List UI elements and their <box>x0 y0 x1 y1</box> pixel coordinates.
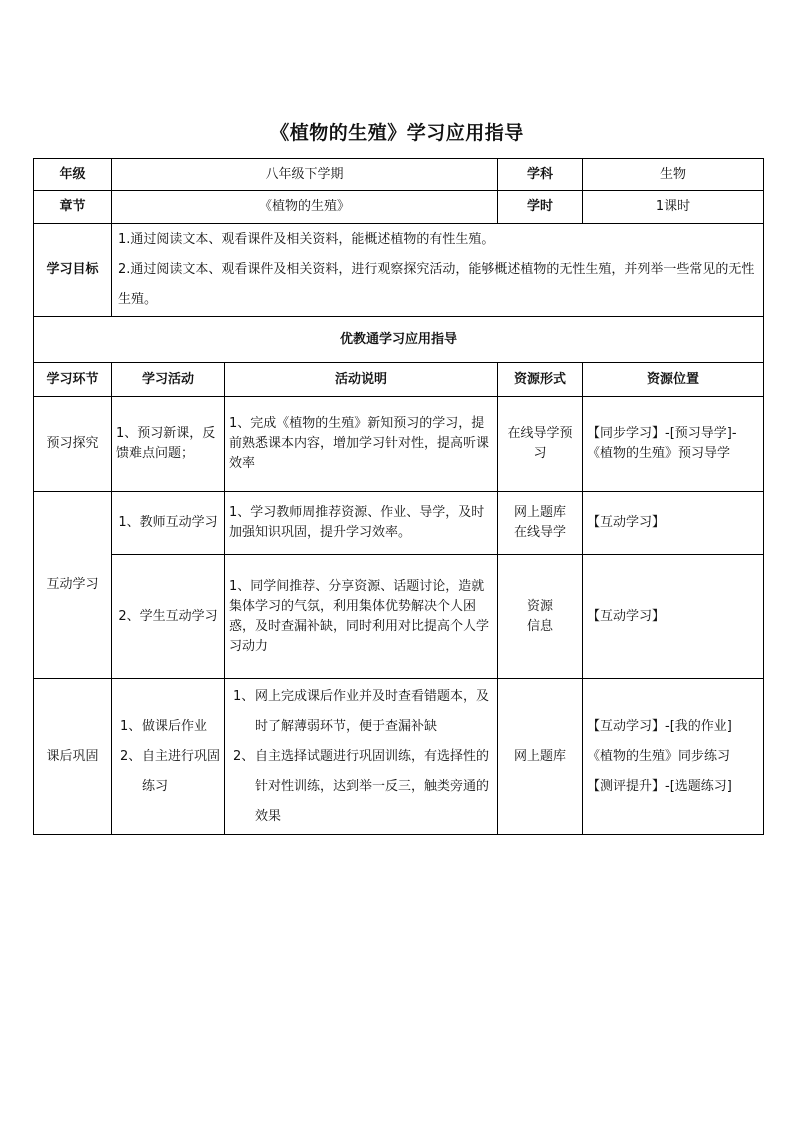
description-cell: 1、同学间推荐、分享资源、话题讨论，造就集体学习的气氛，利用集体优势解决个人困惑，及时查漏补缺，同时利用对比提高个人学习动力 <box>225 555 498 679</box>
goal-item: 2.通过阅读文本、观看课件及相关资料，进行观察探究活动，能够概述植物的无性生殖，并列举一些常见的无性生殖。 <box>118 262 755 307</box>
goal-item: 1.通过阅读文本、观看课件及相关资料，能概述植物的有性生殖。 <box>118 232 495 247</box>
form-line: 信息 <box>527 618 554 634</box>
section-row <box>34 317 764 363</box>
form-cell: 网上题库 <box>498 679 583 835</box>
guide-table <box>33 158 764 835</box>
description-cell: 1、学习教师周推荐资源、作业、导学，及时加强知识巩固，提升学习效率。 <box>225 492 498 555</box>
form-line: 在线导学 <box>514 525 567 540</box>
section-title: 优教通学习应用指导 <box>34 317 764 363</box>
list-item: 2、 自主选择试题进行巩固训练，有选择性的针对性训练，达到举一反三，触类旁通的效果 <box>233 748 490 824</box>
form-line: 网上题库 <box>514 505 567 520</box>
activity-cell: 2、学生互动学习 <box>112 555 225 679</box>
description-list <box>229 682 493 832</box>
header-activity: 学习活动 <box>112 363 225 397</box>
header-description: 活动说明 <box>225 363 498 397</box>
table-row <box>34 492 764 555</box>
list-item: 1、 做课后作业 <box>120 718 208 734</box>
form-cell <box>498 555 583 679</box>
stage-cell: 课后巩固 <box>34 679 112 835</box>
table-row <box>34 555 764 679</box>
location-line: 《植物的生殖》同步练习 <box>587 748 731 764</box>
table-row <box>34 679 764 835</box>
document-title: 《植物的生殖》学习应用指导 <box>270 122 524 144</box>
header-location: 资源位置 <box>583 363 764 397</box>
location-cell: 【互动学习】 <box>583 555 764 679</box>
location-line: 【测评提升】-[选题练习] <box>587 778 732 794</box>
goals-row <box>34 224 764 317</box>
activity-cell: 1、教师互动学习 <box>112 492 225 555</box>
form-cell <box>498 492 583 555</box>
stage-cell: 预习探究 <box>34 397 112 492</box>
location-cell: 【互动学习】 <box>583 492 764 555</box>
header-form: 资源形式 <box>498 363 583 397</box>
info-row-chapter <box>34 191 764 224</box>
activity-cell: 1、预习新课，反馈难点问题； <box>112 397 225 492</box>
location-line: 【互动学习】-[我的作业] <box>587 718 732 734</box>
description-cell: 1、完成《植物的生殖》新知预习的学习，提前熟悉课本内容，增加学习针对性，提高听课效率 <box>225 397 498 492</box>
grade-label: 年级 <box>34 159 112 191</box>
info-row-grade <box>34 159 764 191</box>
subject-label: 学科 <box>498 159 583 191</box>
header-row <box>34 363 764 397</box>
goals-label: 学习目标 <box>34 224 112 317</box>
location-cell <box>583 679 764 835</box>
list-item: 2、 自主进行巩固练习 <box>120 748 221 794</box>
hours-value: 1课时 <box>583 191 764 224</box>
activity-cell <box>112 679 225 835</box>
list-item: 1、 网上完成课后作业并及时查看错题本，及时了解薄弱环节，便于查漏补缺 <box>233 688 490 734</box>
grade-value: 八年级下学期 <box>112 159 498 191</box>
subject-value: 生物 <box>583 159 764 191</box>
form-cell: 在线导学预习 <box>498 397 583 492</box>
description-cell <box>225 679 498 835</box>
location-cell: 【同步学习】-[预习导学]-《植物的生殖》预习导学 <box>583 397 764 492</box>
table-row <box>34 397 764 492</box>
stage-cell: 互动学习 <box>34 492 112 679</box>
form-line: 资源 <box>527 598 554 614</box>
activity-list <box>116 712 220 802</box>
header-stage: 学习环节 <box>34 363 112 397</box>
chapter-label: 章节 <box>34 191 112 224</box>
hours-label: 学时 <box>498 191 583 224</box>
chapter-value: 《植物的生殖》 <box>112 191 498 224</box>
goals-content <box>112 224 764 317</box>
